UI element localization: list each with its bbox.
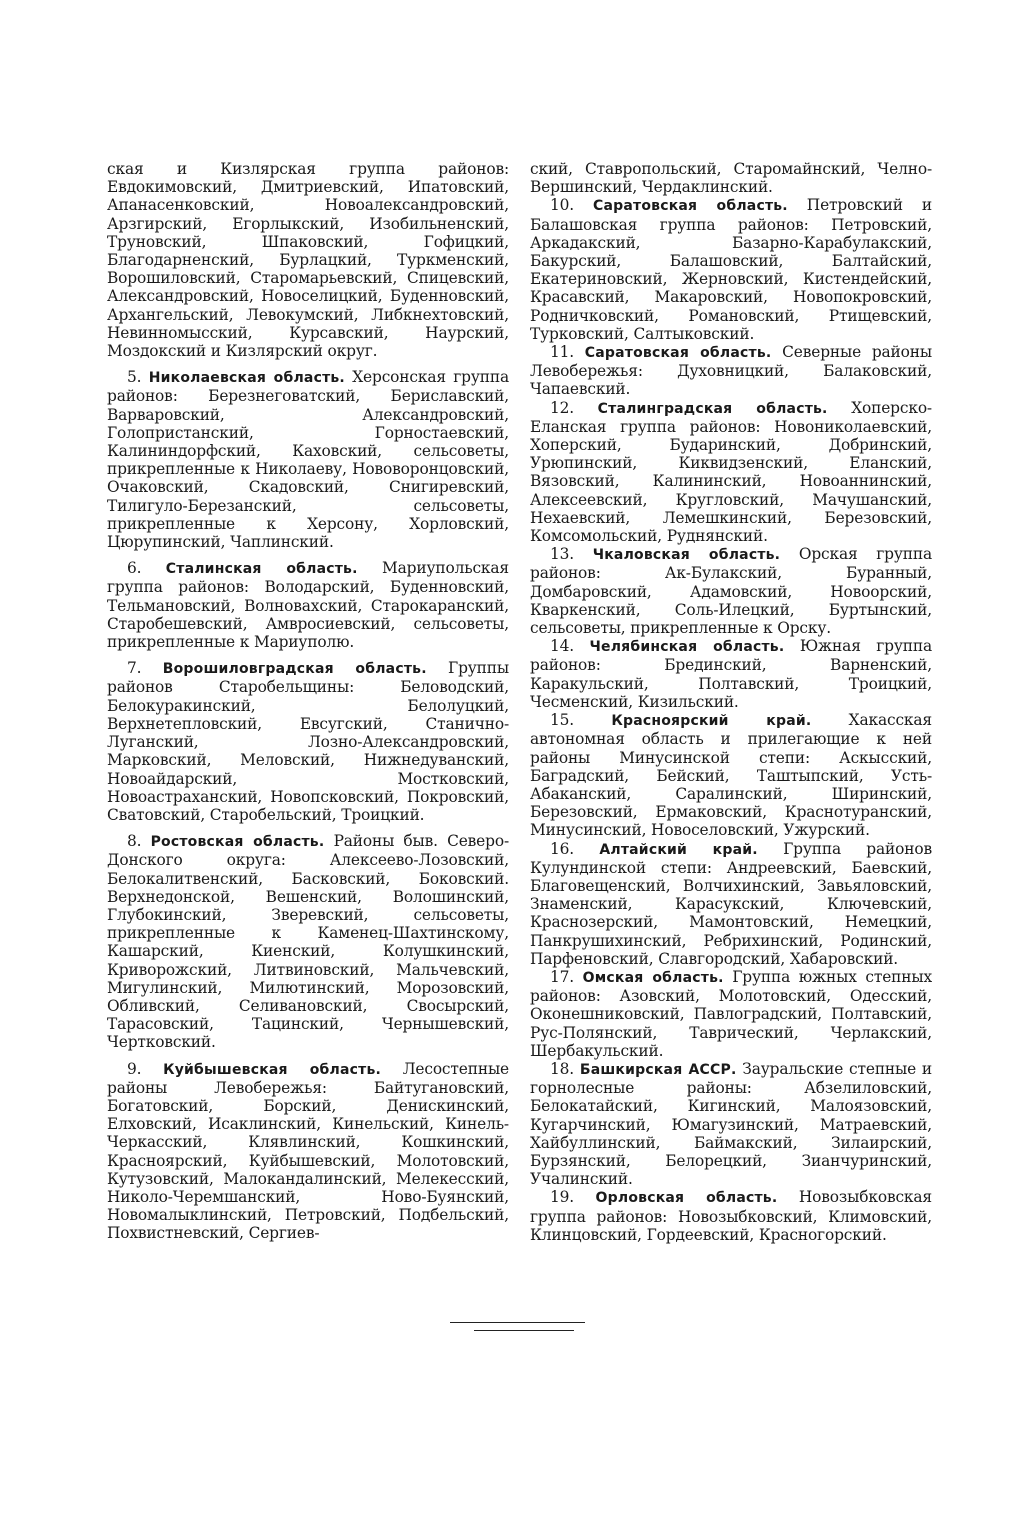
paragraph-region-15 — [530, 711, 932, 839]
paragraph-number: 16. — [550, 839, 575, 858]
paragraph-continuation — [530, 160, 932, 196]
paragraph-number: 19. — [550, 1188, 575, 1207]
region-name: Алтайский край. — [599, 841, 758, 858]
paragraph-region-10 — [530, 196, 932, 343]
paragraph-region-19 — [530, 1188, 932, 1244]
paragraph-region-16 — [530, 840, 932, 968]
right-text-column — [530, 160, 932, 1244]
region-name: Орловская область. — [595, 1190, 778, 1207]
region-name: Башкирская АССР. — [579, 1061, 737, 1078]
paragraph-text: Лесостепные районы Левобережья: Байтугановский, Богатовский, Борский, Денискинский, Елховский, Исаклинский, Кинельский, Кинель-Черкасский, Клявлинский, Кошкинский, Красноярский, Куйбышевский, Молотовский, Кутузовский, Малокандалинский, Мелекесский, Николо-Черемшанский, Ново-Буянский, Новомалыклинский, Петровский, Подбельский, Похвистневский, Сергиев- — [107, 1059, 510, 1243]
paragraph-number: 15. — [550, 711, 575, 730]
region-name: Сталинградская область. — [597, 400, 828, 417]
paragraph-number: 5. — [127, 368, 142, 387]
region-name: Николаевская область. — [148, 370, 345, 387]
region-name: Саратовская область. — [584, 345, 772, 362]
paragraph-number: 18. — [550, 1059, 575, 1078]
region-name: Чкаловская область. — [592, 547, 781, 564]
region-name: Саратовская область. — [593, 198, 788, 215]
region-name: Челябинская область. — [589, 639, 785, 656]
paragraph-text: Херсонская группа районов: Березнеговатский, Бериславский, Варваровский, Александровский, Голопристанский, Горностаевский, Калининдорфский, Каховский, сельсоветы, прикрепленные к Николаеву, Нововоронцовский, Очаковский, Скадовский, Снигиревский, Тилигуло-Березанский, сельсоветы, прикрепленные к Херсону, Хорловский, Цюрупинский, Чаплинский. — [107, 368, 509, 552]
paragraph-text: ская и Кизлярская группа районов: Евдокимовский, Дмитриевский, Ипатовский, Апанасенковский, Новоалександровский, Арзгирский, Егорлыкский, Изобильненский, Труновский, Шпаковский, Гофицкий, Благодарненский, Бурлацкий, Туркменский, Ворошиловский, Старомарьевский, Спицевский, Александровский, Новоселицкий, Буденновский, Архангельский, Левокумский, Либкнехтовский, Невинномысский, Курсавский, Наурский, Моздокский и Кизлярский округ. — [107, 160, 509, 361]
closing-rule-short — [474, 1330, 574, 1331]
paragraph-number: 10. — [550, 196, 575, 215]
paragraph-text: Орская группа районов: Ак-Булакский, Буранный, Домбаровский, Адамовский, Новоорский, Кваркенский, Соль-Илецкий, Буртынский, сельсоветы, прикрепленные к Орску. — [530, 545, 932, 638]
paragraph-region-13 — [530, 545, 932, 637]
paragraph-number: 8. — [127, 832, 142, 851]
paragraph-number: 13. — [550, 545, 575, 564]
closing-rule — [450, 1322, 585, 1323]
paragraph-number: 9. — [127, 1059, 142, 1078]
region-name: Ростовская область. — [150, 834, 325, 851]
region-name: Куйбышевская область. — [163, 1061, 382, 1078]
paragraph-region-5 — [107, 368, 509, 551]
paragraph-text: Районы быв. Северо-Донского округа: Алексеево-Лозовский, Белокалитвенский, Басковский, Боковский. Верхнедонской, Вешенский, Волошинский, Глубокинский, Зверевский, сельсоветы, прикрепленные к Каменец-Шахтинскому, Кашарский, Киенский, Колушкинский, Криворожский, Литвиновский, Мальчевский, Мигулинский, Милютинский, Морозовский, Обливский, Селивановский, Свосырский, Тарасовский, Тацинский, Чернышевский, Чертковский. — [107, 832, 509, 1052]
paragraph-text: Группы районов Старобельщины: Беловодский, Белокуракинский, Белолуцкий, Верхнетепловский, Евсугский, Станично-Луганский, Лозно-Александровский, Марковский, Меловский, Нижнедуванский, Новоайдарский, Мостковский, Новоастраханский, Новопсковский, Покровский, Сватовский, Старобельский, Троицкий. — [107, 659, 509, 824]
paragraph-region-9 — [107, 1060, 509, 1243]
region-name: Красноярский край. — [611, 713, 812, 730]
paragraph-text: Хоперско-Еланская группа районов: Новониколаевский, Хоперский, Бударинский, Добринский, Урюпинский, Киквидзенский, Еланский, Вязовский, Калининский, Новоаннинский, Алексеевский, Кругловский, Мачушанский, Нехаевский, Лемешкинский, Березовский, Комсомольский, Руднянский. — [530, 398, 932, 546]
paragraph-text: Хакасская автономная область и прилегающие к ней районы Минусинской степи: Аскысский, Баградский, Бейский, Таштыпский, Усть-Абаканский, Саралинский, Ширинский, Березовский, Ермаковский, Краснотуранский, Минусинский, Новоселовский, Ужурский. — [530, 711, 932, 840]
paragraph-text: Новозыбковская группа районов: Новозыбковский, Климовский, Клинцовский, Гордеевский, Красногорский. — [530, 1188, 932, 1244]
paragraph-region-11 — [530, 343, 932, 399]
paragraph-number: 7. — [127, 659, 142, 678]
paragraph-region-17 — [530, 968, 932, 1060]
paragraph-text: Южная группа районов: Брединский, Варненский, Каракульский, Полтавский, Троицкий, Чесменский, Кизильский. — [530, 637, 932, 711]
paragraph-number: 12. — [550, 398, 575, 417]
left-text-column — [107, 160, 509, 1243]
paragraph-number: 17. — [550, 967, 575, 986]
paragraph-text: Группа районов Кулундинской степи: Андреевский, Баевский, Благовещенский, Волчихинский, Завьяловский, Знаменский, Карасукский, Ключевский, Краснозерский, Мамонтовский, Немецкий, Панкрушихинский, Ребрихинский, Родинский, Парфеновский, Славгородский, Хабаровский. — [530, 839, 933, 968]
region-name: Ворошиловградская область. — [162, 661, 427, 678]
paragraph-continuation — [107, 160, 509, 360]
paragraph-text: Северные районы Левобережья: Духовницкий, Балаковский, Чапаевский. — [530, 343, 932, 399]
paragraph-region-6 — [107, 559, 509, 651]
paragraph-text: Зауральские степные и горнолесные районы: Абзелиловский, Белокатайский, Кигинский, Малоязовский, Кугарчинский, Юмагузинский, Матраевский, Хайбуллинский, Баймакский, Зилаирский, Бурзянский, Белорецкий, Зианчуринский, Учалинский. — [530, 1059, 932, 1189]
paragraph-number: 6. — [127, 559, 142, 578]
paragraph-region-8 — [107, 832, 509, 1051]
region-name: Сталинская область. — [165, 561, 358, 578]
paragraph-number: 14. — [550, 637, 575, 656]
paragraph-region-12 — [530, 399, 932, 546]
paragraph-text: Мариупольская группа районов: Володарский, Буденновский, Тельмановский, Волновахский, Старокаранский, Старобешевский, Амвросиевский, сельсоветы, прикрепленные к Мариуполю. — [107, 559, 509, 652]
paragraph-number: 11. — [550, 343, 575, 362]
paragraph-text: Группа южных степных районов: Азовский, Молотовский, Одесский, Оконешниковский, Павлоградский, Полтавский, Рус-Полянский, Таврический, Черлакский, Шербакульский. — [530, 967, 933, 1060]
paragraph-region-7 — [107, 659, 509, 824]
paragraph-text: Петровский и Балашовская группа районов: Петровский, Аркадакский, Базарно-Карабулакский, Бакурский, Балашовский, Балтайский, Екатериновский, Жерновский, Кистендейский, Красавский, Макаровский, Новопокровский, Родничковский, Романовский, Ртищевский, Турковский, Салтыковский. — [530, 196, 932, 343]
paragraph-region-14 — [530, 637, 932, 711]
paragraph-text: ский, Ставропольский, Старомайнский, Челно-Вершинский, Чердаклинский. — [530, 160, 932, 197]
region-name: Омская область. — [582, 969, 724, 986]
paragraph-region-18 — [530, 1060, 932, 1188]
